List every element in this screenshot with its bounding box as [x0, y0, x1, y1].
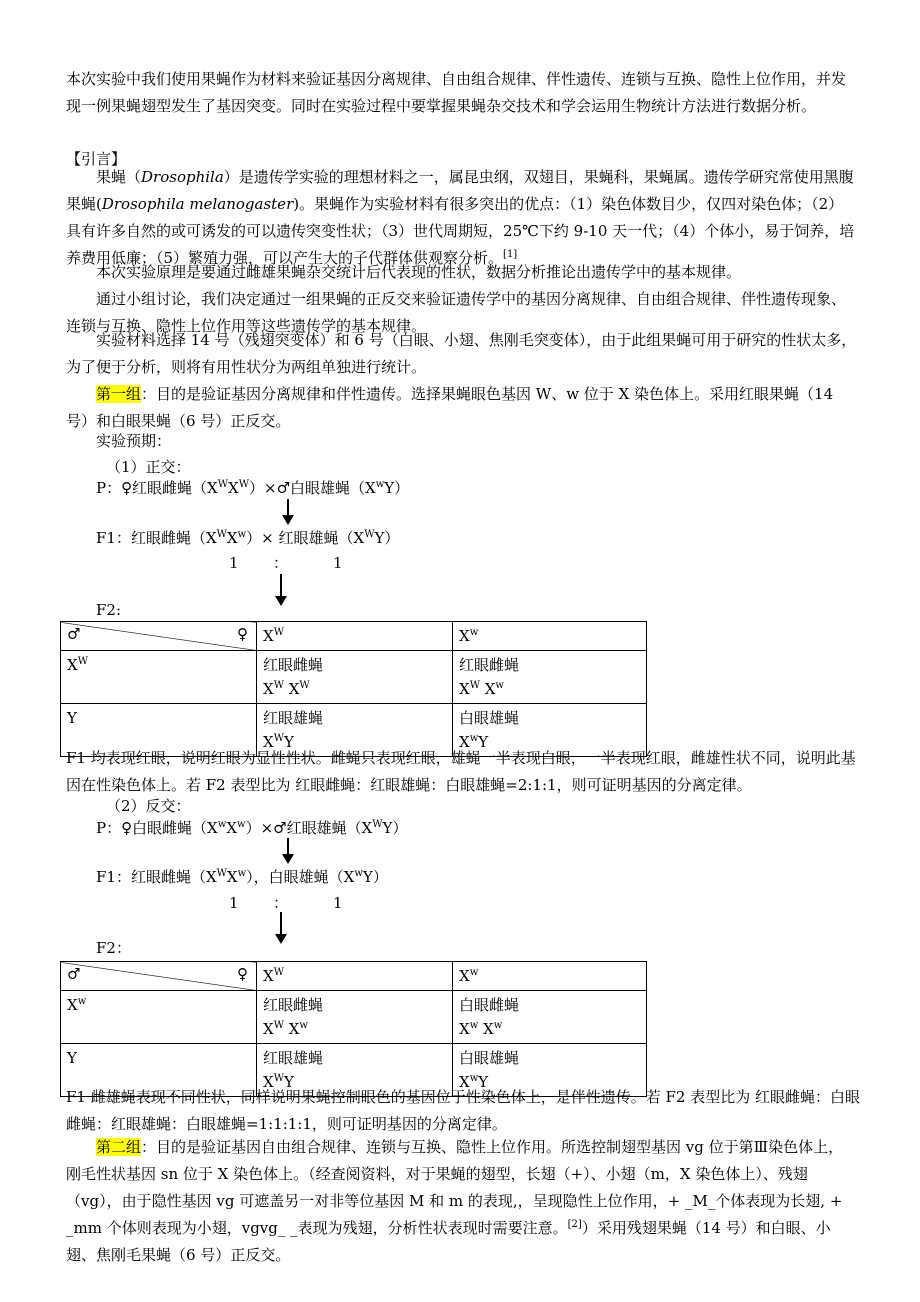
female-symbol-icon: ♀	[237, 625, 248, 643]
forward-punnett-table	[60, 621, 647, 757]
table-cell: 红眼雄蝇 $X^WY$	[257, 704, 453, 757]
forward-conclusion: F1 均表现红眼，说明红眼为显性性状。雌蝇只表现红眼，雄蝇一半表现白眼，一半表现红眼，雌雄性状不同，说明此基因在性染色体上。若 F2 表型比为 红眼雌蝇：红眼雄蝇：白眼雄蝇=2:1:1，则可证明基因的分离定律。	[66, 749, 856, 794]
table-cell: 白眼雄蝇 $X^wY$	[453, 704, 647, 757]
material-paragraph: 实验材料选择 14 号（残翅突变体）和 6 号（白眼、小翅、焦刚毛突变体），由于此组果蝇可用于研究的性状太多，为了便于分析，则将有用性状分为两组单独进行统计。	[66, 331, 857, 376]
table-row	[61, 991, 647, 1044]
reverse-f1-line: F1：红眼雌蝇$(X^WX^w)$，白眼雄蝇$(X^wY)$	[96, 868, 388, 886]
expectation-label: 实验预期：	[96, 432, 172, 450]
reverse-ratio-colon: ：	[273, 894, 289, 912]
column-header: $X^w$	[453, 962, 647, 991]
group1-label: 第一组	[96, 385, 142, 403]
row-header: $X^w$	[61, 991, 257, 1044]
forward-ratio-colon: ：	[273, 554, 289, 572]
column-header: $X^w$	[453, 622, 647, 651]
male-symbol-icon: ♂	[67, 965, 81, 983]
table-cell: 白眼雌蝇 $X^w$ $X^w$	[453, 991, 647, 1044]
column-header: $X^W$	[257, 622, 453, 651]
forward-f2-label: F2:	[96, 601, 122, 619]
female-symbol-icon: ♀	[237, 965, 248, 983]
table-cell: 红眼雌蝇 $X^W$ $X^w$	[453, 651, 647, 704]
arrow-down-icon	[287, 838, 289, 862]
reverse-p-line: P：♀白眼雌蝇$(X^wX^w)\times♂$红眼雄蝇$(X^WY)$	[96, 819, 408, 837]
forward-ratio-left: 1	[229, 554, 239, 572]
group1-paragraph: 第一组：目的是验证基因分离规律和伴性遗传。选择果蝇眼色基因 W、w 位于 X 染色体上。采用红眼果蝇（14 号）和白眼果蝇（6 号）正反交。	[66, 385, 834, 430]
column-header: $X^W$	[257, 962, 453, 991]
row-header: $X^W$	[61, 651, 257, 704]
table-cell: 红眼雌蝇 $X^W$ $X^w$	[257, 991, 453, 1044]
reverse-ratio-left: 1	[229, 894, 239, 912]
group2-paragraph: 第二组：目的是验证基因自由组合规律、连锁与互换、隐性上位作用。所选控制翅型基因 vg 位于第Ⅲ染色体上，刚毛性状基因 sn 位于 X 染色体上。（经查阅资料，对于果蝇的翅型，长翅（+）、小翅（m，X 染色体上）、残翅（vg），由于隐性基因 vg 可遮盖另一对非等位基因 M 和 m 的表现,，呈现隐性上位作用，+ _M_个体表现为长翅, + _mm 个体则表现为小翅，vgvg_ _表现为残翅，分析性状表现时需要注意。[2]）采用残翅果蝇（14 号）和白眼、小翅、焦刚毛果蝇（6 号）正反交。	[66, 1138, 844, 1264]
table-row	[61, 651, 647, 704]
forward-f1-line: F1：红眼雌蝇$(X^WX^w)\times$ 红眼雄蝇$(X^WY)$	[96, 529, 400, 547]
table-cell: 红眼雌蝇 $X^W$ $X^W$	[257, 651, 453, 704]
table-corner-cell	[61, 962, 257, 991]
table-cell: 红眼雄蝇 $X^WY$	[257, 1044, 453, 1097]
principle-paragraph: 本次实验原理是要通过雌雄果蝇杂交统计后代表现的性状，数据分析推论出遗传学中的基本规律。	[96, 263, 742, 281]
forward-ratio-right: 1	[333, 554, 343, 572]
forward-title: （1）正交：	[106, 458, 191, 476]
male-symbol-icon: ♂	[67, 625, 81, 643]
intro-paragraph: 本次实验中我们使用果蝇作为材料来验证基因分离规律、自由组合规律、伴性遗传、连锁与互换、隐性上位作用，并发现一例果蝇翅型发生了基因突变。同时在实验过程中要掌握果蝇杂交技术和学会运用生物统计方法进行数据分析。	[66, 70, 847, 115]
table-cell: 白眼雄蝇 $X^wY$	[453, 1044, 647, 1097]
arrow-down-icon	[287, 499, 289, 523]
reverse-punnett-table	[60, 961, 647, 1097]
reverse-title: （2）反交：	[106, 797, 191, 815]
reverse-conclusion: F1 雌雄蝇表现不同性状，同样说明果蝇控制眼色的基因位于性染色体上，是伴性遗传。若 F2 表型比为 红眼雌蝇：白眼雌蝇：红眼雄蝇：白眼雄蝇=1:1:1:1，则可证明基因的分离定律。	[66, 1088, 860, 1133]
citation-2: [2]	[567, 1219, 582, 1230]
intro-heading: 【引言】	[66, 150, 127, 168]
reverse-f2-label: F2：	[96, 939, 131, 957]
reverse-ratio-right: 1	[333, 894, 343, 912]
group2-label: 第二组	[96, 1138, 142, 1156]
table-corner-cell	[61, 622, 257, 651]
forward-p-line: P：♀红眼雌蝇$(X^WX^W)\times♂$白眼雄蝇$(X^wY)$	[96, 479, 410, 497]
citation-1: [1]	[503, 249, 518, 260]
arrow-down-icon	[280, 574, 282, 604]
arrow-down-icon	[280, 912, 282, 942]
row-header: Y	[61, 1044, 257, 1097]
row-header: Y	[61, 704, 257, 757]
fly-paragraph: 果蝇（Drosophila）是遗传学实验的理想材料之一，属昆虫纲，双翅目，果蝇科，果蝇属。遗传学研究常使用黑腹果蝇(Drosophila melanogaster)。果蝇作为实验材料有很多突出的优点：（1）染色体数目少，仅四对染色体；（2）具有许多自然的或可诱发的可以遗传突变性状；（3）世代周期短，25℃下约 9-10 天一代；（4）个体小，易于饲养，培养费用低廉；（5）繁殖力强，可以产生大的子代群体供观察分析。[1]	[66, 168, 855, 267]
discussion-paragraph: 通过小组讨论，我们决定通过一组果蝇的正反交来验证遗传学中的基因分离规律、自由组合规律、伴性遗传现象、连锁与互换、隐性上位作用等这些遗传学的基本规律。	[66, 290, 847, 335]
